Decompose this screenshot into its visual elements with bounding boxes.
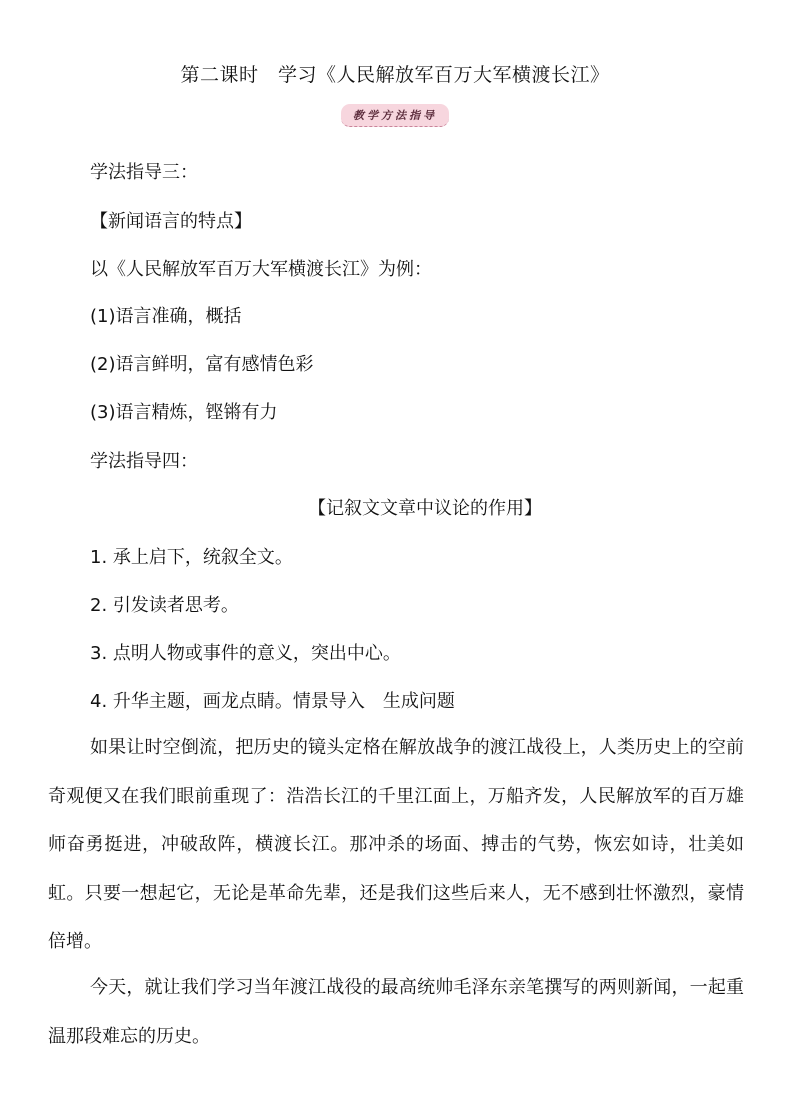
argument-item-2: 2. 引发读者思考。 [90,595,239,616]
badge-container [0,104,790,127]
lesson-title: 第二课时 学习《人民解放军百万大军横渡长江》 [180,64,610,86]
teaching-method-badge: 教学方法指导 [341,104,449,127]
argument-item-4: 4. 升华主题，画龙点睛。情景导入 生成问题 [90,691,455,712]
argument-item-3: 3. 点明人物或事件的意义，突出中心。 [90,643,401,664]
narrative-argument-heading: 【记叙文文章中议论的作用】 [308,498,542,519]
news-language-heading: 【新闻语言的特点】 [90,211,252,232]
guide-four-label: 学法指导四： [90,451,198,472]
feature-item-3: (3)语言精炼，铿锵有力 [90,402,278,423]
argument-item-1: 1. 承上启下，统叙全文。 [90,547,293,568]
intro-paragraph-1: 如果让时空倒流，把历史的镜头定格在解放战争的渡江战役上，人类历史上的空前奇观便又在我们眼前重现了：浩浩长江的千里江面上，万船齐发，人民解放军的百万雄师奋勇挺进，冲破敌阵，横渡长江。那冲杀的场面、搏击的气势，恢宏如诗，壮美如虹。只要一想起它，无论是革命先辈，还是我们这些后来人，无不感到壮怀激烈，豪情倍增。 [48,737,744,952]
feature-item-1: (1)语言准确，概括 [90,306,242,327]
feature-item-2: (2)语言鲜明，富有感情色彩 [90,354,314,375]
guide-three-label: 学法指导三： [90,162,198,183]
example-intro: 以《人民解放军百万大军横渡长江》为例： [90,259,432,280]
intro-paragraph-2: 今天，就让我们学习当年渡江战役的最高统帅毛泽东亲笔撰写的两则新闻，一起重温那段难忘的历史。 [48,977,744,1047]
